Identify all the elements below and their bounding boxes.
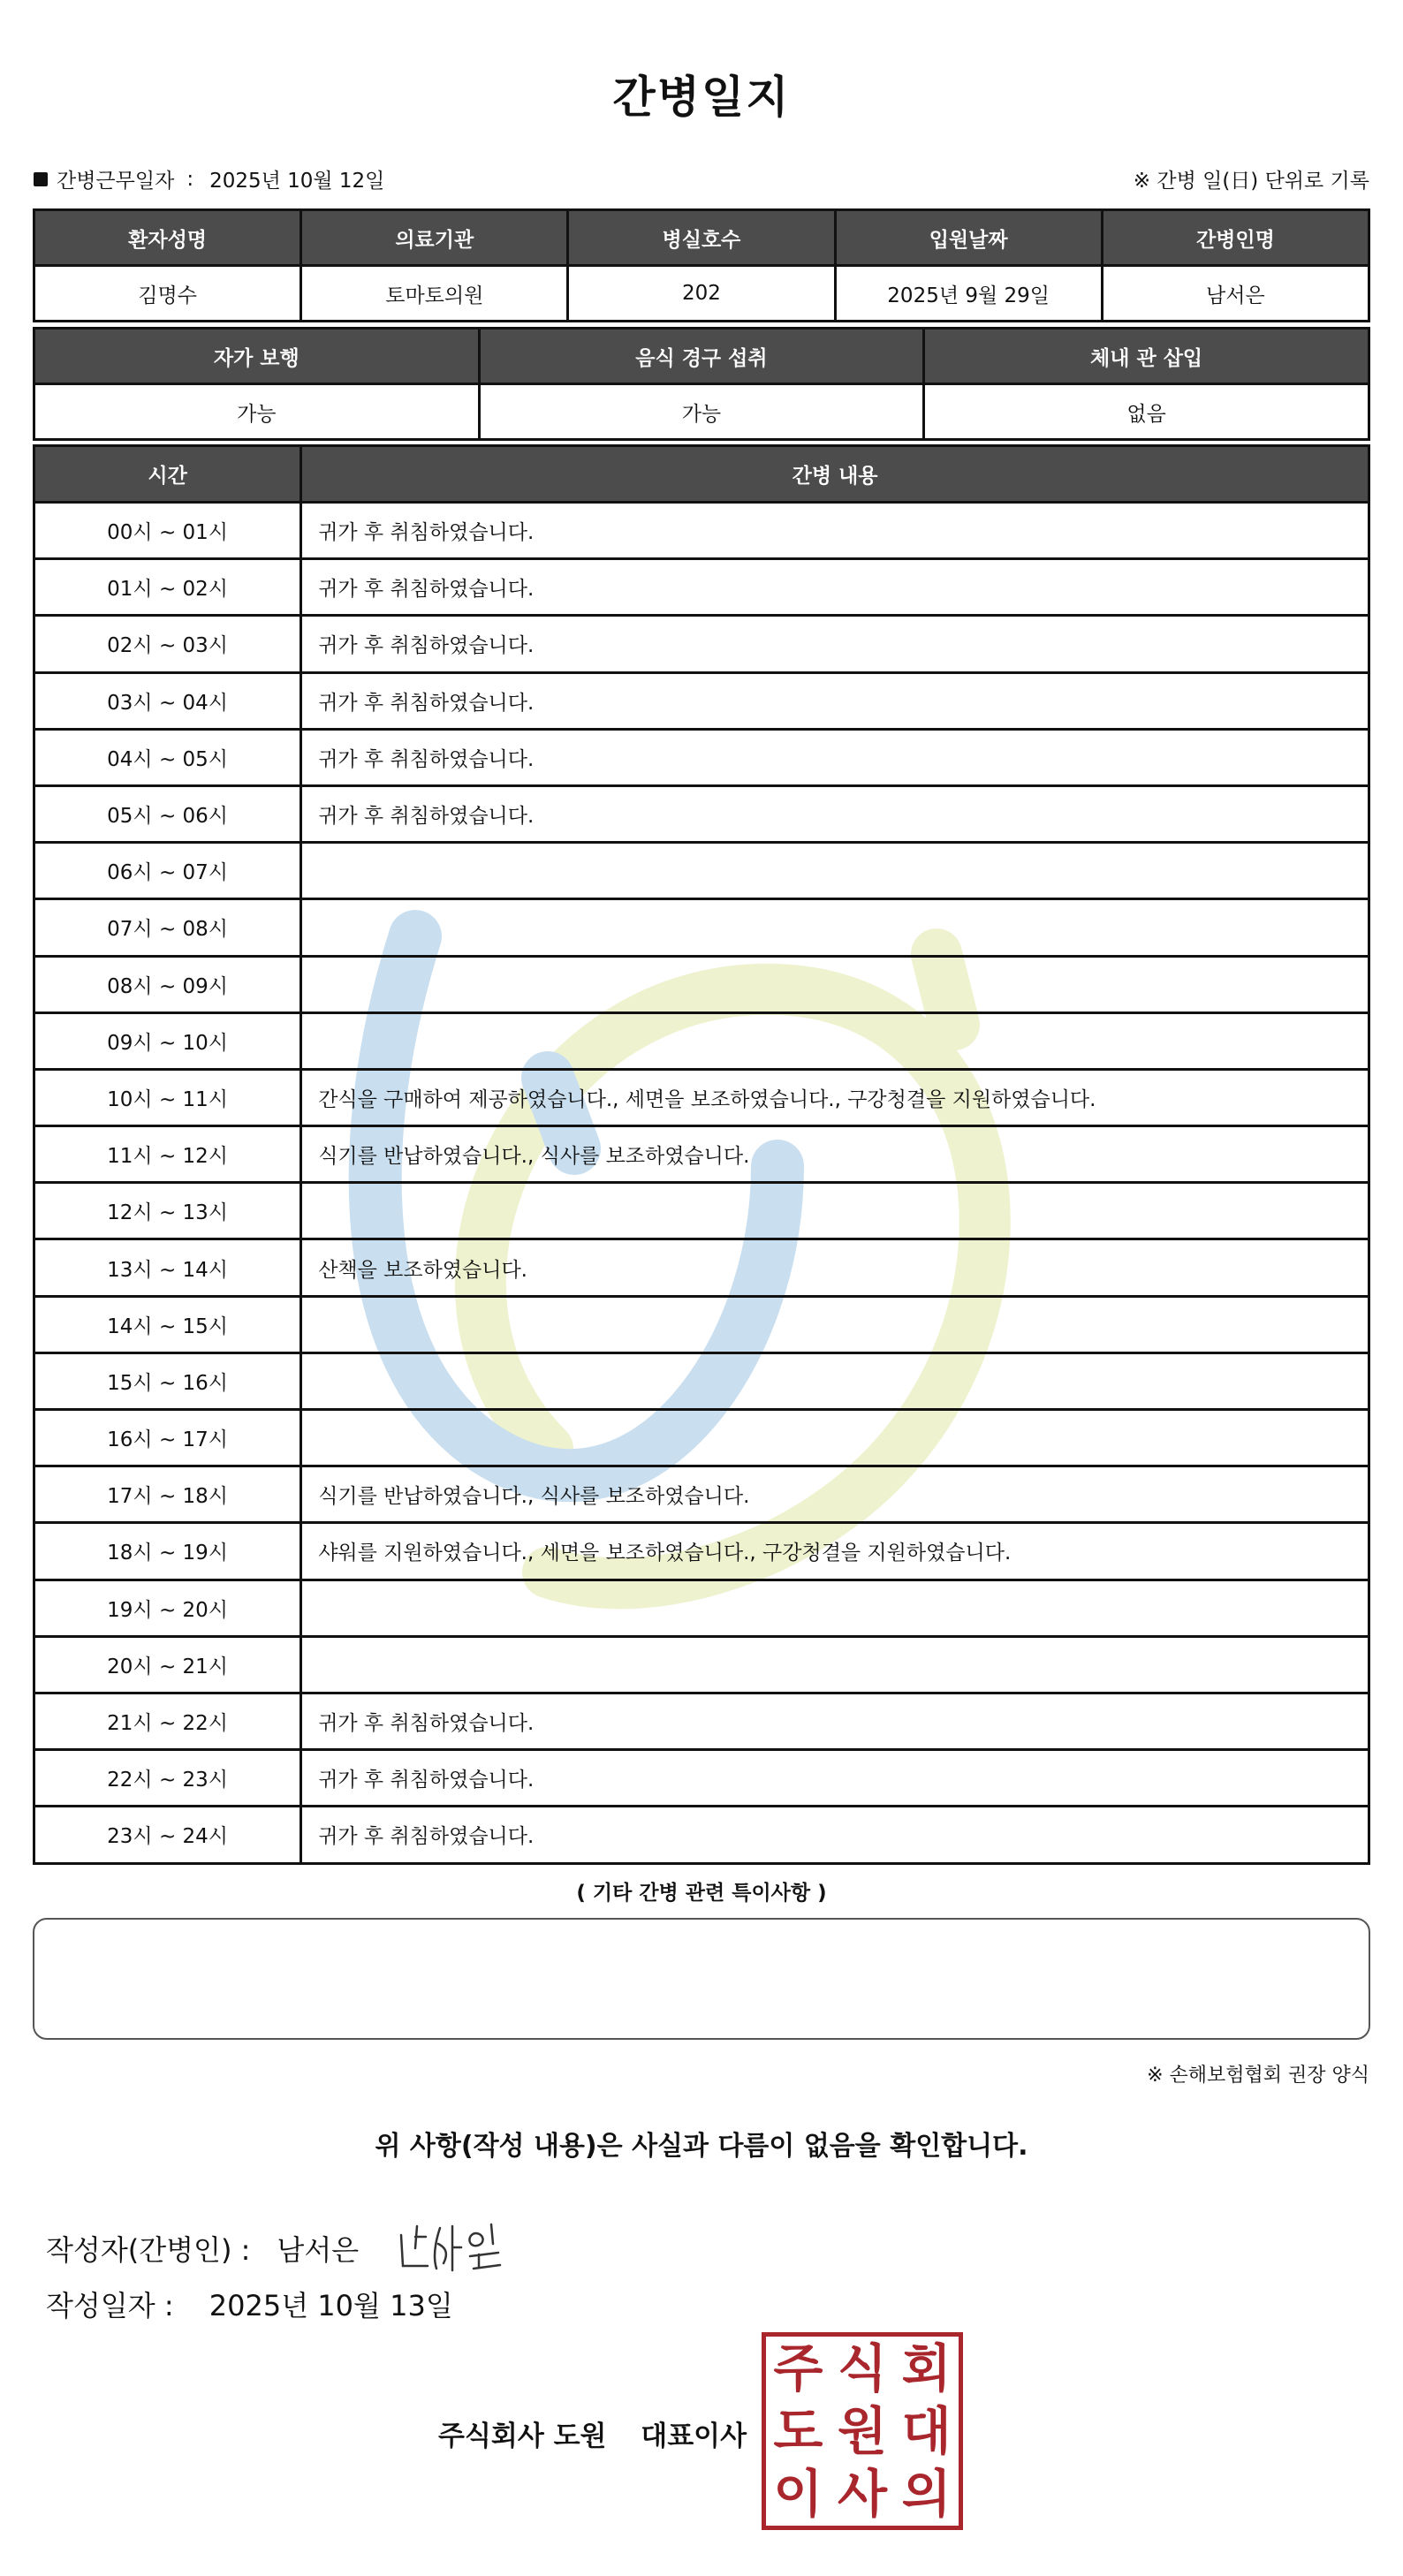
- writer-name: 남서은: [277, 2233, 360, 2267]
- stamp-char: 이: [773, 2464, 823, 2525]
- care-content: [301, 1352, 1369, 1409]
- caregiver-name: 남서은: [1102, 266, 1369, 322]
- header-admission-date: 입원날짜: [835, 210, 1102, 266]
- stamp-char: 원: [837, 2400, 887, 2461]
- table-row: [34, 1352, 1369, 1409]
- table-row: [34, 503, 1369, 559]
- time-slot: 08시 ~ 09시: [34, 956, 301, 1012]
- care-content: 산책을 보조하였습니다.: [301, 1239, 1369, 1296]
- form-source-note: ※ 손해보험협회 권장 양식: [1147, 2065, 1369, 2087]
- meta-row: [34, 164, 1369, 196]
- time-slot: 12시 ~ 13시: [34, 1183, 301, 1239]
- representative-title: 대표이사: [641, 2421, 747, 2452]
- table-row: [34, 1183, 1369, 1239]
- time-slot: 16시 ~ 17시: [34, 1410, 301, 1466]
- table-row: [34, 1126, 1369, 1183]
- bullet-square-icon: [34, 172, 48, 186]
- time-slot: 04시 ~ 05시: [34, 729, 301, 785]
- company-name: 주식회사 도원: [438, 2421, 607, 2452]
- time-slot: 18시 ~ 19시: [34, 1523, 301, 1580]
- care-log-table: [33, 444, 1370, 1865]
- table-row: [34, 1693, 1369, 1749]
- care-content: [301, 956, 1369, 1012]
- time-slot: 10시 ~ 11시: [34, 1069, 301, 1125]
- time-slot: 03시 ~ 04시: [34, 672, 301, 729]
- time-slot: 23시 ~ 24시: [34, 1807, 301, 1863]
- work-date-separator: :: [186, 167, 194, 191]
- care-content: [301, 1012, 1369, 1069]
- header-self-walking: 자가 보행: [34, 329, 480, 384]
- header-time: 시간: [34, 446, 301, 503]
- time-slot: 19시 ~ 20시: [34, 1580, 301, 1636]
- writer-row: [46, 2217, 518, 2279]
- work-date: [34, 164, 384, 193]
- time-slot: 02시 ~ 03시: [34, 616, 301, 672]
- time-slot: 22시 ~ 23시: [34, 1750, 301, 1807]
- table-row: [34, 1580, 1369, 1636]
- time-slot: 09시 ~ 10시: [34, 1012, 301, 1069]
- table-row: [34, 1466, 1369, 1523]
- confirmation-statement: 위 사항(작성 내용)은 사실과 다름이 없음을 확인합니다.: [375, 2131, 1028, 2162]
- header-care-content: 간병 내용: [301, 446, 1369, 503]
- stamp-char: 도: [773, 2400, 823, 2461]
- time-slot: 00시 ~ 01시: [34, 503, 301, 559]
- time-slot: 01시 ~ 02시: [34, 559, 301, 616]
- patient-status-table: [33, 327, 1370, 441]
- daily-record-note: ※ 간병 일(日) 단위로 기록: [1133, 170, 1369, 193]
- table-row: [34, 1296, 1369, 1352]
- table-row: [34, 1750, 1369, 1807]
- tube-insertion-value: 없음: [924, 384, 1369, 440]
- header-tube-insertion: 체내 관 삽입: [924, 329, 1369, 384]
- table-row: [34, 899, 1369, 956]
- care-content: 식기를 반납하였습니다., 식사를 보조하였습니다.: [301, 1466, 1369, 1523]
- writer-label: 작성자(간병인) :: [46, 2233, 251, 2267]
- care-content: [301, 843, 1369, 899]
- table-row: [34, 1410, 1369, 1466]
- stamp-char: 의: [901, 2464, 952, 2525]
- table-row: [34, 785, 1369, 842]
- time-slot: 20시 ~ 21시: [34, 1636, 301, 1693]
- care-log-body: [34, 503, 1369, 1864]
- company-seal-stamp: [762, 2332, 963, 2530]
- written-date-value: 2025년 10월 13일: [209, 2289, 453, 2322]
- care-content: 귀가 후 취침하였습니다.: [301, 729, 1369, 785]
- care-content: 식기를 반납하였습니다., 식사를 보조하였습니다.: [301, 1126, 1369, 1183]
- time-slot: 07시 ~ 08시: [34, 899, 301, 956]
- care-content: 귀가 후 취침하였습니다.: [301, 1750, 1369, 1807]
- header-room: 병실호수: [568, 210, 835, 266]
- oral-intake-value: 가능: [479, 384, 924, 440]
- care-content: [301, 899, 1369, 956]
- care-content: 귀가 후 취침하였습니다.: [301, 616, 1369, 672]
- signature-image: [394, 2217, 518, 2279]
- room-number: 202: [568, 266, 835, 322]
- patient-name: 김명수: [34, 266, 301, 322]
- care-content: [301, 1636, 1369, 1693]
- notes-title: ( 기타 간병 관련 특이사항 ): [576, 1882, 827, 1905]
- time-slot: 11시 ~ 12시: [34, 1126, 301, 1183]
- self-walking-value: 가능: [34, 384, 480, 440]
- care-content: 귀가 후 취침하였습니다.: [301, 672, 1369, 729]
- table-row: [34, 729, 1369, 785]
- table-row: [34, 559, 1369, 616]
- time-slot: 13시 ~ 14시: [34, 1239, 301, 1296]
- care-content: 귀가 후 취침하였습니다.: [301, 1807, 1369, 1863]
- admission-date: 2025년 9월 29일: [835, 266, 1102, 322]
- written-date-row: [46, 2284, 453, 2324]
- care-content: 귀가 후 취침하였습니다.: [301, 1693, 1369, 1749]
- time-slot: 05시 ~ 06시: [34, 785, 301, 842]
- care-content: 귀가 후 취침하였습니다.: [301, 785, 1369, 842]
- table-row: [34, 956, 1369, 1012]
- stamp-char: 대: [901, 2400, 952, 2461]
- care-content: [301, 1183, 1369, 1239]
- header-patient-name: 환자성명: [34, 210, 301, 266]
- care-content: [301, 1580, 1369, 1636]
- work-date-value: 2025년 10월 12일: [209, 170, 385, 193]
- table-row: [34, 1523, 1369, 1580]
- stamp-char: 주: [773, 2337, 823, 2398]
- stamp-char: 회: [901, 2337, 952, 2398]
- care-content: 샤워를 지원하였습니다., 세면을 보조하였습니다., 구강청결을 지원하였습니다.: [301, 1523, 1369, 1580]
- time-slot: 21시 ~ 22시: [34, 1693, 301, 1749]
- care-content: [301, 1410, 1369, 1466]
- table-row: [34, 1807, 1369, 1863]
- table-row: [34, 1012, 1369, 1069]
- care-content: 간식을 구매하여 제공하였습니다., 세면을 보조하였습니다., 구강청결을 지원하였습니다.: [301, 1069, 1369, 1125]
- notes-box: [33, 1918, 1370, 2040]
- stamp-char: 사: [837, 2464, 887, 2525]
- time-slot: 14시 ~ 15시: [34, 1296, 301, 1352]
- document-title: 간병일지: [612, 72, 791, 123]
- hospital-name: 토마토의원: [301, 266, 568, 322]
- table-row: [34, 1069, 1369, 1125]
- table-row: [34, 1239, 1369, 1296]
- patient-info-table: [33, 208, 1370, 322]
- table-row: [34, 1636, 1369, 1693]
- header-oral-intake: 음식 경구 섭취: [479, 329, 924, 384]
- stamp-char: 식: [837, 2337, 887, 2398]
- time-slot: 06시 ~ 07시: [34, 843, 301, 899]
- table-row: [34, 672, 1369, 729]
- written-date-label: 작성일자 :: [46, 2289, 174, 2322]
- header-caregiver: 간병인명: [1102, 210, 1369, 266]
- table-row: [34, 616, 1369, 672]
- work-date-label: 간병근무일자: [57, 170, 175, 193]
- care-content: 귀가 후 취침하였습니다.: [301, 559, 1369, 616]
- care-content: [301, 1296, 1369, 1352]
- time-slot: 17시 ~ 18시: [34, 1466, 301, 1523]
- company-row: [438, 2413, 747, 2453]
- header-hospital: 의료기관: [301, 210, 568, 266]
- table-row: [34, 843, 1369, 899]
- time-slot: 15시 ~ 16시: [34, 1352, 301, 1409]
- care-content: 귀가 후 취침하였습니다.: [301, 503, 1369, 559]
